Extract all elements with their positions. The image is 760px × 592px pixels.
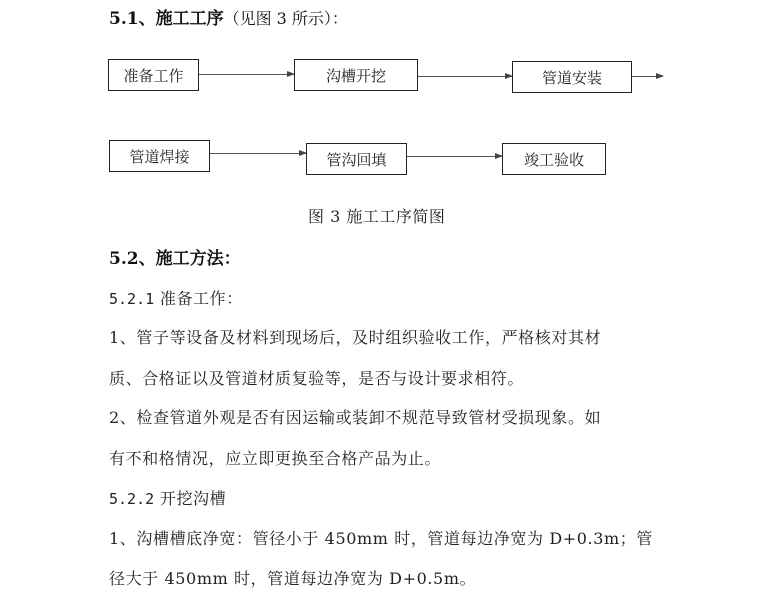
flow-step-pipe-installation: 管道安装 [512, 61, 632, 93]
flow-step-preparation: 准备工作 [108, 59, 199, 91]
heading-note: （见图 3 所示）： [223, 9, 348, 28]
section-5-1-heading [109, 4, 348, 29]
paragraph-line: 1、沟槽槽底净宽：管径小于 450mm 时，管道每边净宽为 D+0.3m；管 [109, 529, 653, 548]
arrow-right-icon [210, 153, 306, 154]
flow-step-trench-backfill: 管沟回填 [306, 143, 407, 175]
heading-text: 5.1、施工工序 [109, 9, 224, 29]
arrow-right-icon [407, 156, 502, 157]
subsection-number: 5.2.2 [109, 490, 155, 508]
subsection-title: 准备工作： [154, 289, 243, 308]
paragraph-line: 1、管子等设备及材料到现场后，及时组织验收工作，严格核对其材 [109, 328, 602, 347]
paragraph-line: 有不和格情况，应立即更换至合格产品为止。 [109, 449, 442, 468]
paragraph-line: 2、检查管道外观是否有因运输或装卸不规范导致管材受损现象。如 [109, 408, 602, 427]
flow-step-trench-excavation: 沟槽开挖 [294, 59, 418, 91]
subsection-title: 开挖沟槽 [154, 489, 227, 508]
paragraph-line: 径大于 450mm 时，管道每边净宽为 D+0.5m。 [109, 569, 477, 588]
figure-caption: 图 3 施工工序简图 [308, 207, 446, 226]
subsection-5-2-1-heading [109, 286, 243, 309]
flow-step-pipe-welding: 管道焊接 [109, 140, 210, 172]
arrow-right-icon [199, 74, 294, 75]
flow-step-completion-acceptance: 竣工验收 [502, 143, 606, 175]
section-5-2-heading: 5.2、施工方法： [109, 249, 241, 269]
arrow-right-icon [632, 76, 663, 77]
subsection-5-2-2-heading [109, 486, 226, 509]
arrow-right-icon [418, 76, 512, 77]
paragraph-line: 质、合格证以及管道材质复验等，是否与设计要求相符。 [109, 369, 525, 388]
subsection-number: 5.2.1 [109, 290, 155, 308]
